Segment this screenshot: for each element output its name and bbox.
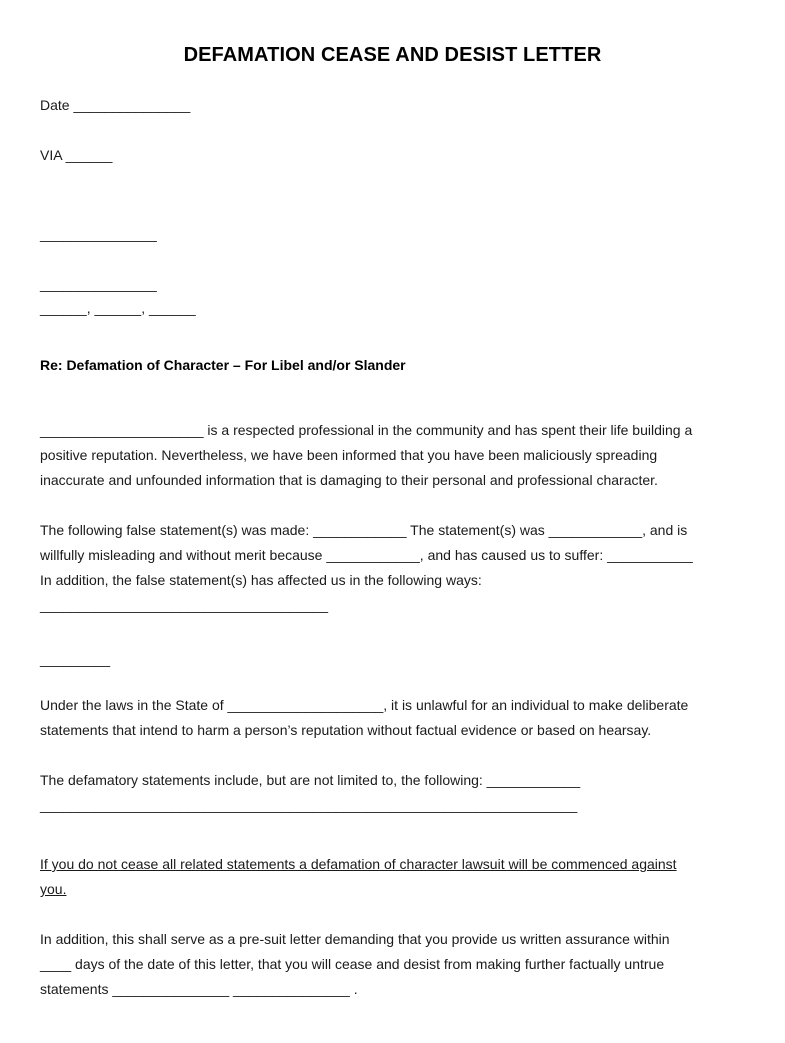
- paragraph-reputation: [40, 418, 745, 493]
- paragraph-line: If you do not cease all related statements a defamation of character lawsuit will be commenced against: [40, 856, 677, 872]
- via-line: VIA ______: [40, 147, 113, 163]
- recipient-city-state-zip-line: ______, ______, ______: [40, 300, 196, 316]
- paragraph-line: _____________________ is a respected professional in the community and has spent their life building a: [40, 422, 693, 438]
- date-line: Date _______________: [40, 97, 191, 113]
- paragraph-line: _____________________________________________________________________: [40, 797, 578, 813]
- paragraph-pre-suit-demand: [40, 927, 745, 1002]
- paragraph-line: In addition, the false statement(s) has affected us in the following ways:: [40, 572, 482, 588]
- paragraph-state-law: [40, 693, 745, 743]
- paragraph-defamatory-statements: [40, 768, 745, 818]
- recipient-address-line: _______________: [40, 276, 157, 292]
- paragraph-line: Under the laws in the State of ____________________, it is unlawful for an individual to make deliberate: [40, 697, 689, 713]
- recipient-name-line: _______________: [40, 226, 157, 242]
- paragraph-line: willfully misleading and without merit because ____________, and has caused us to suffer: ___________: [40, 547, 693, 563]
- paragraph-line: you.: [40, 881, 67, 897]
- paragraph-line: statements _______________ _______________ .: [40, 981, 358, 997]
- paragraph-line: inaccurate and unfounded information that is damaging to their personal and professional character.: [40, 472, 658, 488]
- paragraph-line: The following false statement(s) was made: ____________ The statement(s) was ____________, and is: [40, 522, 688, 538]
- paragraph-line: positive reputation. Nevertheless, we have been informed that you have been maliciously spreading: [40, 447, 658, 463]
- paragraph-line: In addition, this shall serve as a pre-suit letter demanding that you provide us written assurance within: [40, 931, 670, 947]
- paragraph-line: ____ days of the date of this letter, that you will cease and desist from making further factually untrue: [40, 956, 665, 972]
- paragraph-line: statements that intend to harm a person’s reputation without factual evidence or based on hearsay.: [40, 722, 652, 738]
- paragraph-line: The defamatory statements include, but are not limited to, the following: ____________: [40, 772, 581, 788]
- document-title: DEFAMATION CEASE AND DESIST LETTER: [183, 44, 602, 66]
- short-blank-line: _________: [40, 651, 111, 667]
- paragraph-line: _____________________________________: [40, 597, 329, 613]
- re-line: Re: Defamation of Character – For Libel and/or Slander: [40, 357, 406, 373]
- paragraph-lawsuit-warning: [40, 852, 745, 902]
- paragraph-false-statements: [40, 518, 745, 618]
